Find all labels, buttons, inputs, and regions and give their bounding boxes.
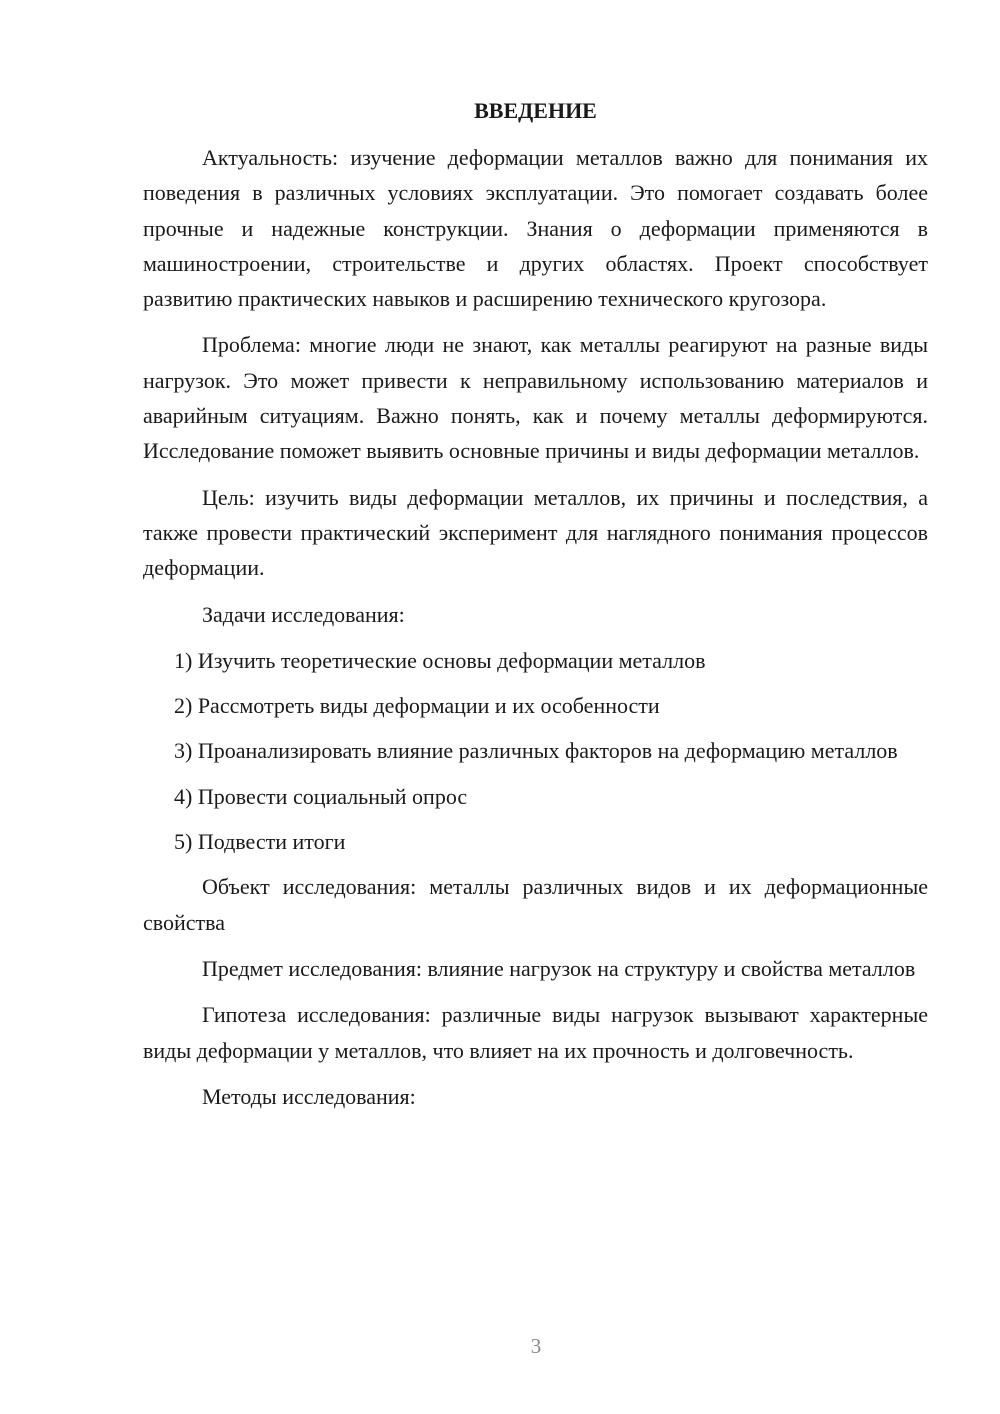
subject-paragraph: Предмет исследования: влияние нагрузок на структуру и свойства металлов [202, 955, 916, 981]
tasks-heading: Задачи исследования: [202, 601, 405, 627]
goal-paragraph: Цель: изучить виды деформации металлов, их причины и последствия, а также провести практический эксперимент для наглядного понимания процессов деформации. [143, 484, 928, 581]
tasks-list [143, 643, 928, 859]
page-title: ВВЕДЕНИЕ [474, 98, 597, 123]
page-number: 3 [530, 1334, 542, 1358]
hypothesis-paragraph: Гипотеза исследования: различные виды нагрузок вызывают характерные виды деформации у металлов, что влияет на их прочность и долговечность. [143, 1002, 928, 1063]
list-item: 4) Провести социальный опрос [174, 783, 468, 809]
list-item: 1) Изучить теоретические основы деформации металлов [174, 647, 706, 673]
list-item: 3) Проанализировать влияние различных факторов на деформацию металлов [174, 738, 898, 764]
list-item: 2) Рассмотреть виды деформации и их особенности [174, 693, 660, 719]
problem-paragraph: Проблема: многие люди не знают, как металлы реагируют на разные виды нагрузок. Это может привести к неправильному использованию материалов и аварийным ситуациям. Важно понять, как и почему металлы деформируются. Исследование поможет выявить основные причины и виды деформации металлов. [143, 332, 928, 464]
object-paragraph: Объект исследования: металлы различных видов и их деформационные свойства [143, 874, 928, 935]
relevance-paragraph: Актуальность: изучение деформации металлов важно для понимания их поведения в различных условиях эксплуатации. Это помогает создавать более прочные и надежные конструкции. Знания о деформации применяются в машиностроении, строительстве и других областях. Проект способствует развитию практических навыков и расширению технического кругозора. [143, 145, 928, 312]
document-page [143, 93, 928, 1125]
methods-heading: Методы исследования: [202, 1083, 416, 1109]
list-item: 5) Подвести итоги [174, 829, 346, 855]
